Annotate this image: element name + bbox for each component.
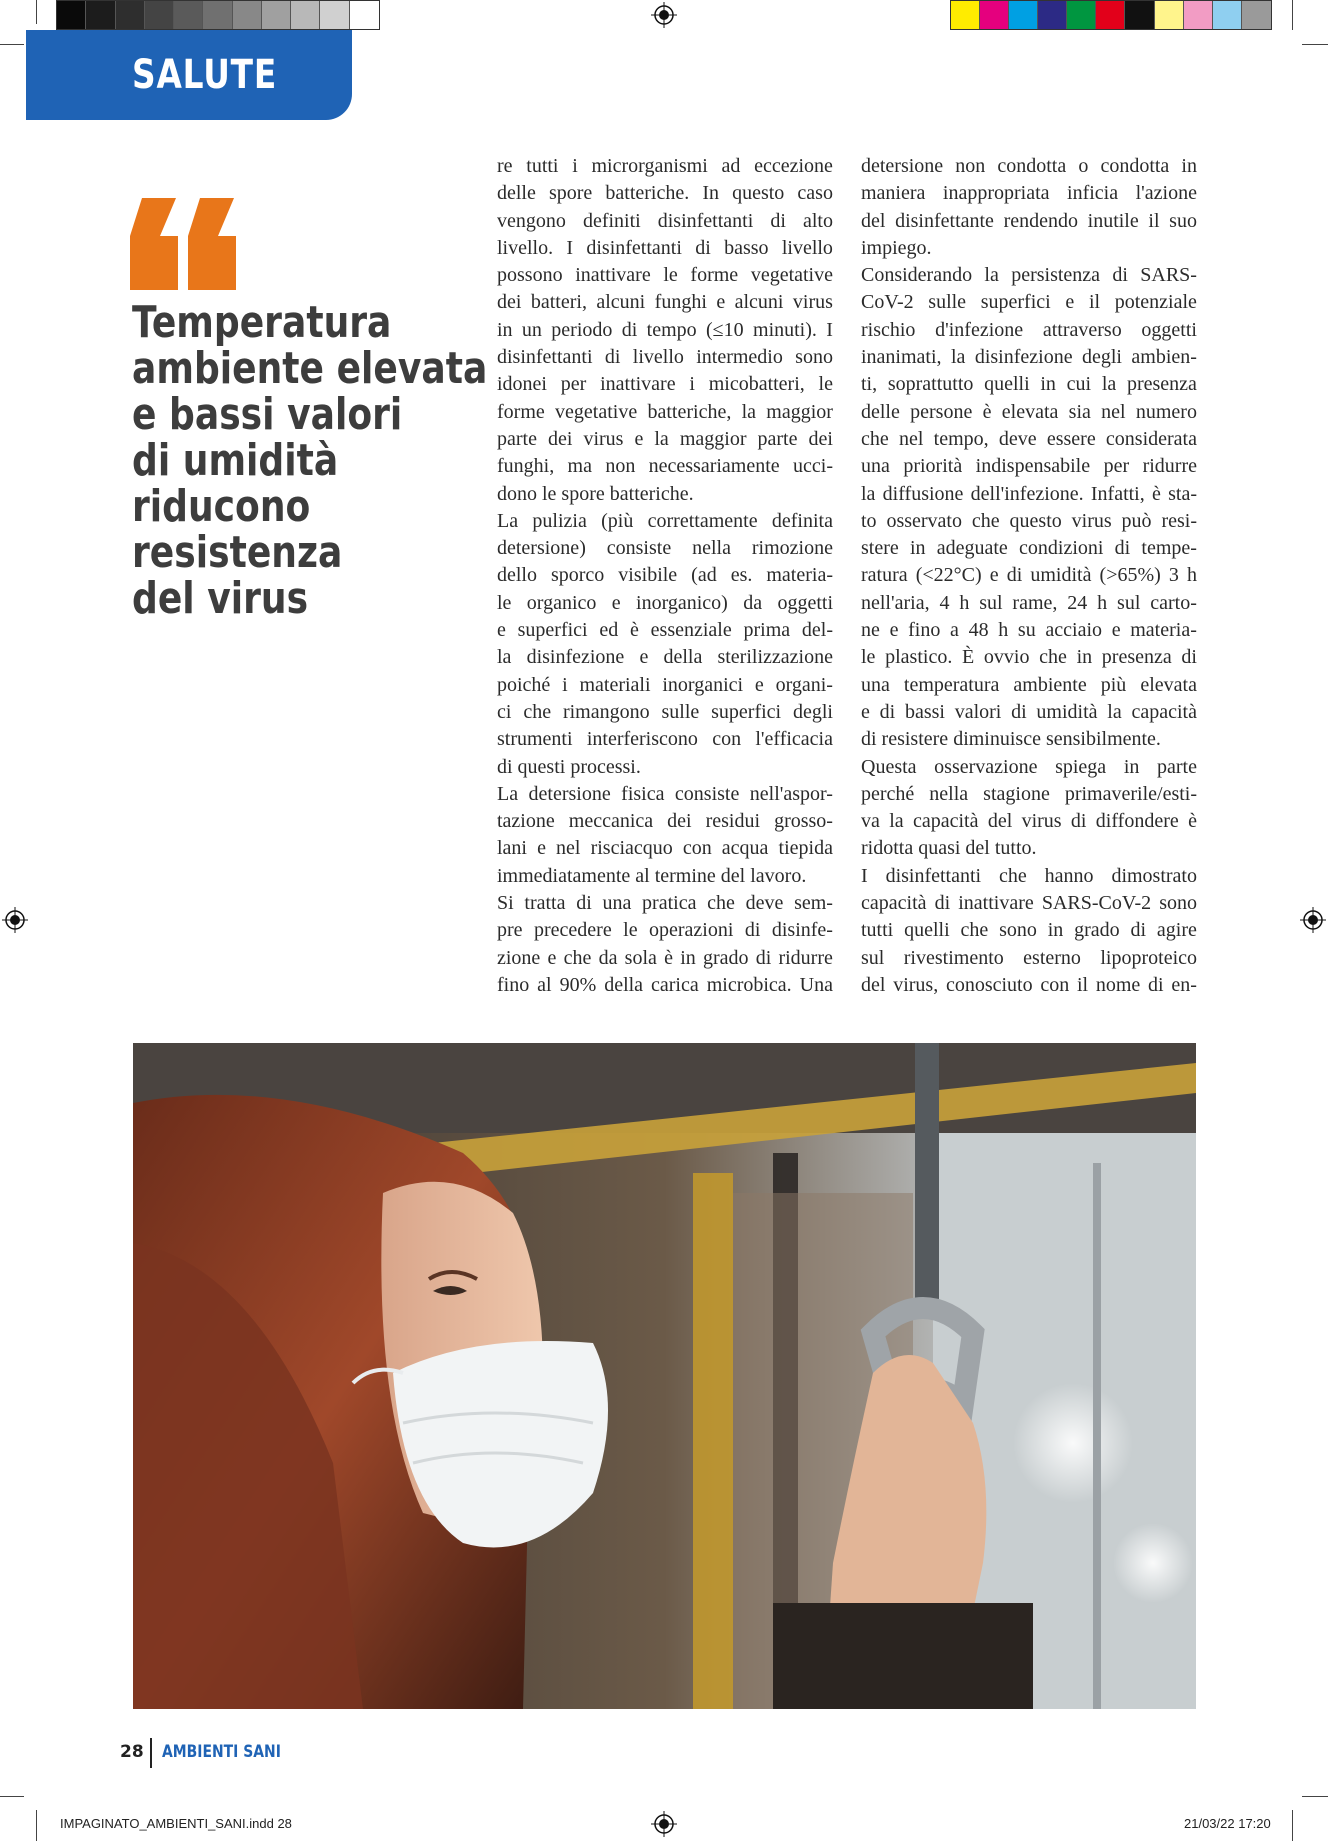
calibration-swatch [174, 1, 203, 29]
section-label: SALUTE [132, 52, 278, 98]
body-text-line: stere in adeguate condizioni di tempe- [861, 537, 1197, 560]
body-text-line: una priorità indispensabile per ridurre [861, 455, 1197, 478]
calibration-swatch [1009, 1, 1038, 29]
body-text-line: dello sporco visibile (ad es. materia- [497, 564, 833, 587]
registration-target-icon [2, 907, 28, 933]
calibration-swatch [116, 1, 145, 29]
pull-quote [132, 297, 488, 624]
body-text-line: disinfettanti di livello intermedio sono [497, 346, 833, 369]
pull-quote-line: del virus [132, 573, 309, 624]
crop-mark [1302, 1796, 1328, 1797]
body-column-2 [861, 153, 1197, 999]
body-text-line: immediatamente al termine del lavoro. [497, 864, 807, 887]
body-text-line: di questi processi. [497, 755, 641, 778]
calibration-swatch [320, 1, 349, 29]
gray-calibration-bar [56, 0, 380, 30]
crop-mark [1292, 1810, 1293, 1841]
body-text-line: capacità di inattivare SARS-CoV-2 sono [861, 892, 1197, 915]
calibration-swatch [291, 1, 320, 29]
body-text-line: zione e che da sola è in grado di ridurre [497, 946, 833, 969]
body-text-line: vengono definiti disinfettanti di alto [497, 209, 833, 232]
body-text-line: poiché i materiali inorganici e organi- [497, 673, 833, 696]
calibration-swatch [145, 1, 174, 29]
magazine-name: AMBIENTI SANI [162, 1742, 281, 1762]
body-text-line: to osservato che questo virus può resi- [861, 509, 1197, 532]
body-text-line: dono le spore batteriche. [497, 482, 694, 505]
registration-target-icon [1300, 907, 1326, 933]
calibration-swatch [203, 1, 232, 29]
body-text-line: ti, soprattutto quelli in cui la presenza [861, 373, 1197, 396]
calibration-swatch [1242, 1, 1271, 29]
body-text-line: rischio d'infezione attraverso oggetti [861, 318, 1197, 341]
body-text-line: parte dei virus e la maggior parte dei [497, 427, 833, 450]
body-text-line: impiego. [861, 236, 932, 259]
pull-quote-line: ambiente elevata [132, 343, 488, 394]
body-text-line: La detersione fisica consiste nell'aspor- [497, 782, 833, 805]
crop-mark [36, 1810, 37, 1841]
body-text-line: funghi, ma non necessariamente ucci- [497, 455, 833, 478]
pull-quote-line: Temperatura [132, 297, 392, 348]
body-text-line: una temperatura ambiente più elevata [861, 673, 1197, 696]
article-photo [133, 1043, 1196, 1709]
calibration-swatch [980, 1, 1009, 29]
body-text-line: ratura (<22°C) e di umidità (>65%) 3 h [861, 564, 1197, 587]
calibration-swatch [1096, 1, 1125, 29]
calibration-swatch [1067, 1, 1096, 29]
page-number: 28 [120, 1742, 144, 1762]
body-text-line: e superfici ed è essenziale prima del- [497, 619, 833, 642]
body-text-line: di resistere diminuisce sensibilmente. [861, 728, 1161, 751]
body-text-line: e di bassi valori di umidità la capacità [861, 700, 1197, 723]
body-text-line: la disinfezione e della sterilizzazione [497, 646, 833, 669]
body-text-line: strumenti interferiscono con l'efficacia [497, 728, 833, 751]
body-text-line: pre precedere le operazioni di disinfe- [497, 919, 833, 942]
calibration-swatch [350, 1, 379, 29]
registration-target-icon [651, 2, 677, 28]
body-text-line: Considerando la persistenza di SARS- [861, 264, 1197, 287]
body-text-line: forme vegetative batteriche, la maggior [497, 400, 833, 423]
body-text-line: delle spore batteriche. In questo caso [497, 182, 833, 205]
crop-mark [0, 1796, 24, 1797]
body-text-line: idonei per inattivare i micobatteri, le [497, 373, 833, 396]
body-text-line: I disinfettanti che hanno dimostrato [861, 864, 1197, 887]
body-text-line: del disinfettante rendendo inutile il suo [861, 209, 1197, 232]
body-text-line: possono inattivare le forme vegetative [497, 264, 833, 287]
color-calibration-bar [950, 0, 1272, 30]
registration-target-icon [651, 1811, 677, 1837]
pull-quote-line: resistenza [132, 527, 343, 578]
body-text-line: che nel tempo, deve essere considerata [861, 427, 1197, 450]
body-text-line: tazione meccanica dei residui grosso- [497, 810, 833, 833]
body-text-line: detersione) consiste nella rimozione [497, 537, 833, 560]
body-text-line: tutti quelli che sono in grado di agire [861, 919, 1197, 942]
body-text-line: Si tratta di una pratica che deve sem- [497, 892, 833, 915]
body-text-line: del virus, conosciuto con il nome di en- [861, 973, 1197, 996]
crop-mark [36, 0, 37, 24]
calibration-swatch [233, 1, 262, 29]
body-text-line: inanimati, la disinfezione degli ambien- [861, 346, 1197, 369]
body-text-line: maniera inappropriata inficia l'azione [861, 182, 1197, 205]
body-text-line: ci che rimangono sulle superfici degli [497, 700, 833, 723]
calibration-swatch [86, 1, 115, 29]
crop-mark [1302, 44, 1328, 45]
crop-mark [0, 44, 24, 45]
crop-mark [1292, 0, 1293, 30]
body-text-line: va la capacità del virus di diffondere è [861, 810, 1197, 833]
date-slug: 21/03/22 17:20 [1184, 1816, 1271, 1831]
photo-woman-mask-bus [133, 1043, 1196, 1709]
body-text-line: delle persone è elevata sia nel numero [861, 400, 1197, 423]
body-text-line: in un periodo di tempo (≤10 minuti). I [497, 318, 833, 341]
body-text-line: fino al 90% della carica microbica. Una [497, 973, 833, 996]
file-slug: IMPAGINATO_AMBIENTI_SANI.indd 28 [60, 1816, 292, 1831]
body-text-line: detersione non condotta o condotta in [861, 155, 1197, 177]
body-text-line: CoV-2 sulle superfici e il potenziale [861, 291, 1197, 314]
calibration-swatch [1184, 1, 1213, 29]
body-text-line: ne e fino a 48 h su acciaio e materia- [861, 619, 1197, 642]
body-text-line: lani e nel risciacquo con acqua tiepida [497, 837, 833, 860]
quote-mark-icon [130, 198, 248, 293]
body-text-line: perché nella stagione primaverile/esti- [861, 782, 1197, 805]
calibration-swatch [1213, 1, 1242, 29]
body-text-line: re tutti i microrganismi ad eccezione [497, 155, 833, 177]
pull-quote-line: di umidità [132, 435, 339, 486]
body-text-line: livello. I disinfettanti di basso livello [497, 236, 833, 259]
calibration-swatch [1125, 1, 1154, 29]
footer-divider [150, 1738, 152, 1768]
body-text-line: la diffusione dell'infezione. Infatti, è sta- [861, 482, 1197, 505]
body-text-line: sul rivestimento esterno lipoproteico [861, 946, 1197, 969]
calibration-swatch [951, 1, 980, 29]
calibration-swatch [57, 1, 86, 29]
pull-quote-line: e bassi valori [132, 389, 403, 440]
body-text-line: La pulizia (più correttamente definita [497, 509, 833, 532]
pull-quote-line: riducono [132, 481, 311, 532]
calibration-swatch [262, 1, 291, 29]
body-text-line: le plastico. È ovvio che in presenza di [861, 646, 1197, 669]
calibration-swatch [1155, 1, 1184, 29]
calibration-swatch [1038, 1, 1067, 29]
body-text-line: dei batteri, alcuni funghi e alcuni virus [497, 291, 833, 314]
body-text-line: nell'aria, 4 h sul rame, 24 h sul carto- [861, 591, 1197, 614]
body-text-line: ridotta quasi del tutto. [861, 837, 1037, 860]
body-column-1 [497, 153, 833, 999]
body-text-line: le organico e inorganico) da oggetti [497, 591, 833, 614]
body-text-line: Questa osservazione spiega in parte [861, 755, 1197, 778]
